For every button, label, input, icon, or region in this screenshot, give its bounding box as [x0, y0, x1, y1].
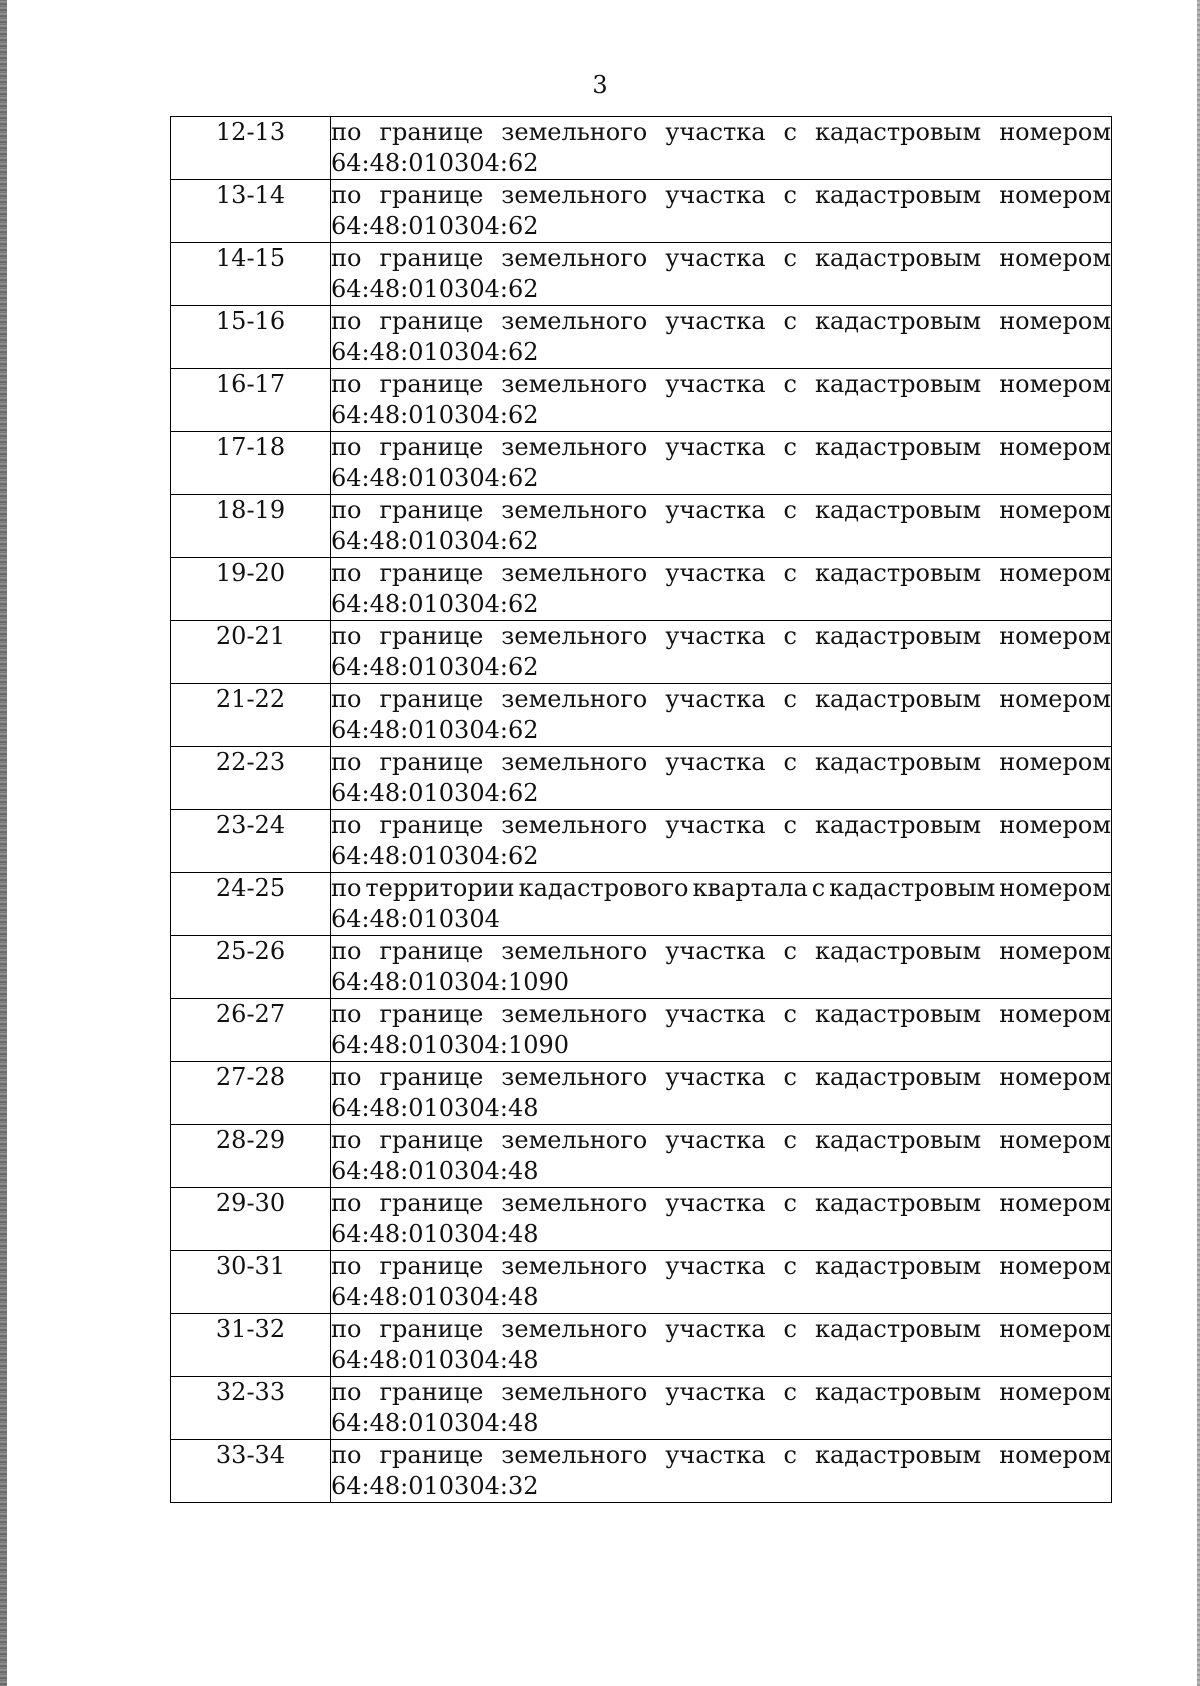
- description-cell: [331, 243, 1112, 306]
- description-cell: [331, 621, 1112, 684]
- segment-cell: 21-22: [171, 684, 331, 747]
- description-text: по границе земельного участка с кадастровым номером: [331, 433, 1111, 461]
- table-row: [171, 1188, 1112, 1251]
- description-cell: [331, 1251, 1112, 1314]
- description-text: по границе земельного участка с кадастровым номером: [331, 1315, 1111, 1343]
- table-row: [171, 1062, 1112, 1125]
- description-text: по границе земельного участка с кадастровым номером: [331, 811, 1111, 839]
- table-row: [171, 873, 1112, 936]
- cadastral-number: 64:48:010304:48: [331, 1094, 539, 1122]
- segment-cell: 20-21: [171, 621, 331, 684]
- cadastral-number: 64:48:010304:32: [331, 1472, 539, 1500]
- description-text: по границе земельного участка с кадастровым номером: [331, 937, 1111, 965]
- segment-cell: 25-26: [171, 936, 331, 999]
- cadastral-number: 64:48:010304: [331, 905, 500, 933]
- segment-cell: 13-14: [171, 180, 331, 243]
- segment-cell: 31-32: [171, 1314, 331, 1377]
- table-row: [171, 306, 1112, 369]
- segment-cell: 19-20: [171, 558, 331, 621]
- segment-cell: 15-16: [171, 306, 331, 369]
- table-body: [171, 117, 1112, 1503]
- description-text: по границе земельного участка с кадастровым номером: [331, 622, 1111, 650]
- cadastral-number: 64:48:010304:62: [331, 464, 539, 492]
- description-cell: [331, 1314, 1112, 1377]
- segment-cell: 18-19: [171, 495, 331, 558]
- table-row: [171, 747, 1112, 810]
- description-text: по границе земельного участка с кадастровым номером: [331, 1063, 1111, 1091]
- description-text: по границе земельного участка с кадастровым номером: [331, 370, 1111, 398]
- description-text: по границе земельного участка с кадастровым номером: [331, 307, 1111, 335]
- table-row: [171, 495, 1112, 558]
- page-number: 3: [592, 71, 608, 99]
- cadastral-number: 64:48:010304:62: [331, 527, 539, 555]
- description-cell: [331, 558, 1112, 621]
- description-cell: [331, 1188, 1112, 1251]
- description-cell: [331, 432, 1112, 495]
- segment-cell: 22-23: [171, 747, 331, 810]
- scan-edge-left: [0, 0, 7, 1686]
- description-cell: [331, 1062, 1112, 1125]
- cadastral-number: 64:48:010304:48: [331, 1409, 539, 1437]
- segment-cell: 16-17: [171, 369, 331, 432]
- description-text: по территории кадастрового квартала с кадастровым номером: [331, 874, 1111, 902]
- description-cell: [331, 117, 1112, 180]
- segment-cell: 17-18: [171, 432, 331, 495]
- table-row: [171, 1251, 1112, 1314]
- description-text: по границе земельного участка с кадастровым номером: [331, 1189, 1111, 1217]
- description-text: по границе земельного участка с кадастровым номером: [331, 181, 1111, 209]
- boundary-table: [170, 116, 1112, 1503]
- description-text: по границе земельного участка с кадастровым номером: [331, 1126, 1111, 1154]
- description-cell: [331, 873, 1112, 936]
- segment-cell: 23-24: [171, 810, 331, 873]
- segment-cell: 26-27: [171, 999, 331, 1062]
- description-cell: [331, 999, 1112, 1062]
- segment-cell: 24-25: [171, 873, 331, 936]
- table-row: [171, 1440, 1112, 1503]
- description-text: по границе земельного участка с кадастровым номером: [331, 559, 1111, 587]
- description-cell: [331, 495, 1112, 558]
- description-text: по границе земельного участка с кадастровым номером: [331, 748, 1111, 776]
- table-row: [171, 1125, 1112, 1188]
- segment-cell: 27-28: [171, 1062, 331, 1125]
- table-row: [171, 1314, 1112, 1377]
- cadastral-number: 64:48:010304:62: [331, 842, 539, 870]
- description-text: по границе земельного участка с кадастровым номером: [331, 685, 1111, 713]
- description-text: по границе земельного участка с кадастровым номером: [331, 1441, 1111, 1469]
- description-cell: [331, 684, 1112, 747]
- cadastral-number: 64:48:010304:62: [331, 590, 539, 618]
- description-text: по границе земельного участка с кадастровым номером: [331, 244, 1111, 272]
- cadastral-number: 64:48:010304:62: [331, 779, 539, 807]
- table-row: [171, 1377, 1112, 1440]
- description-cell: [331, 180, 1112, 243]
- cadastral-number: 64:48:010304:48: [331, 1283, 539, 1311]
- segment-cell: 33-34: [171, 1440, 331, 1503]
- table-row: [171, 369, 1112, 432]
- description-text: по границе земельного участка с кадастровым номером: [331, 1000, 1111, 1028]
- description-cell: [331, 369, 1112, 432]
- cadastral-number: 64:48:010304:1090: [331, 1031, 570, 1059]
- description-cell: [331, 1377, 1112, 1440]
- segment-cell: 32-33: [171, 1377, 331, 1440]
- cadastral-number: 64:48:010304:62: [331, 401, 539, 429]
- table-row: [171, 999, 1112, 1062]
- segment-cell: 29-30: [171, 1188, 331, 1251]
- description-cell: [331, 1125, 1112, 1188]
- cadastral-number: 64:48:010304:48: [331, 1346, 539, 1374]
- description-cell: [331, 306, 1112, 369]
- table-row: [171, 684, 1112, 747]
- table-row: [171, 117, 1112, 180]
- table-row: [171, 810, 1112, 873]
- cadastral-number: 64:48:010304:62: [331, 653, 539, 681]
- table-row: [171, 243, 1112, 306]
- description-text: по границе земельного участка с кадастровым номером: [331, 118, 1111, 146]
- table-row: [171, 432, 1112, 495]
- cadastral-number: 64:48:010304:62: [331, 212, 539, 240]
- cadastral-number: 64:48:010304:62: [331, 149, 539, 177]
- cadastral-number: 64:48:010304:62: [331, 275, 539, 303]
- description-text: по границе земельного участка с кадастровым номером: [331, 496, 1111, 524]
- segment-cell: 14-15: [171, 243, 331, 306]
- segment-cell: 28-29: [171, 1125, 331, 1188]
- segment-cell: 30-31: [171, 1251, 331, 1314]
- table-row: [171, 621, 1112, 684]
- description-text: по границе земельного участка с кадастровым номером: [331, 1252, 1111, 1280]
- cadastral-number: 64:48:010304:48: [331, 1157, 539, 1185]
- segment-cell: 12-13: [171, 117, 331, 180]
- description-cell: [331, 936, 1112, 999]
- description-cell: [331, 747, 1112, 810]
- cadastral-number: 64:48:010304:48: [331, 1220, 539, 1248]
- table-row: [171, 558, 1112, 621]
- description-cell: [331, 1440, 1112, 1503]
- description-text: по границе земельного участка с кадастровым номером: [331, 1378, 1111, 1406]
- description-cell: [331, 810, 1112, 873]
- cadastral-number: 64:48:010304:62: [331, 716, 539, 744]
- cadastral-number: 64:48:010304:62: [331, 338, 539, 366]
- table-row: [171, 180, 1112, 243]
- cadastral-number: 64:48:010304:1090: [331, 968, 570, 996]
- table-row: [171, 936, 1112, 999]
